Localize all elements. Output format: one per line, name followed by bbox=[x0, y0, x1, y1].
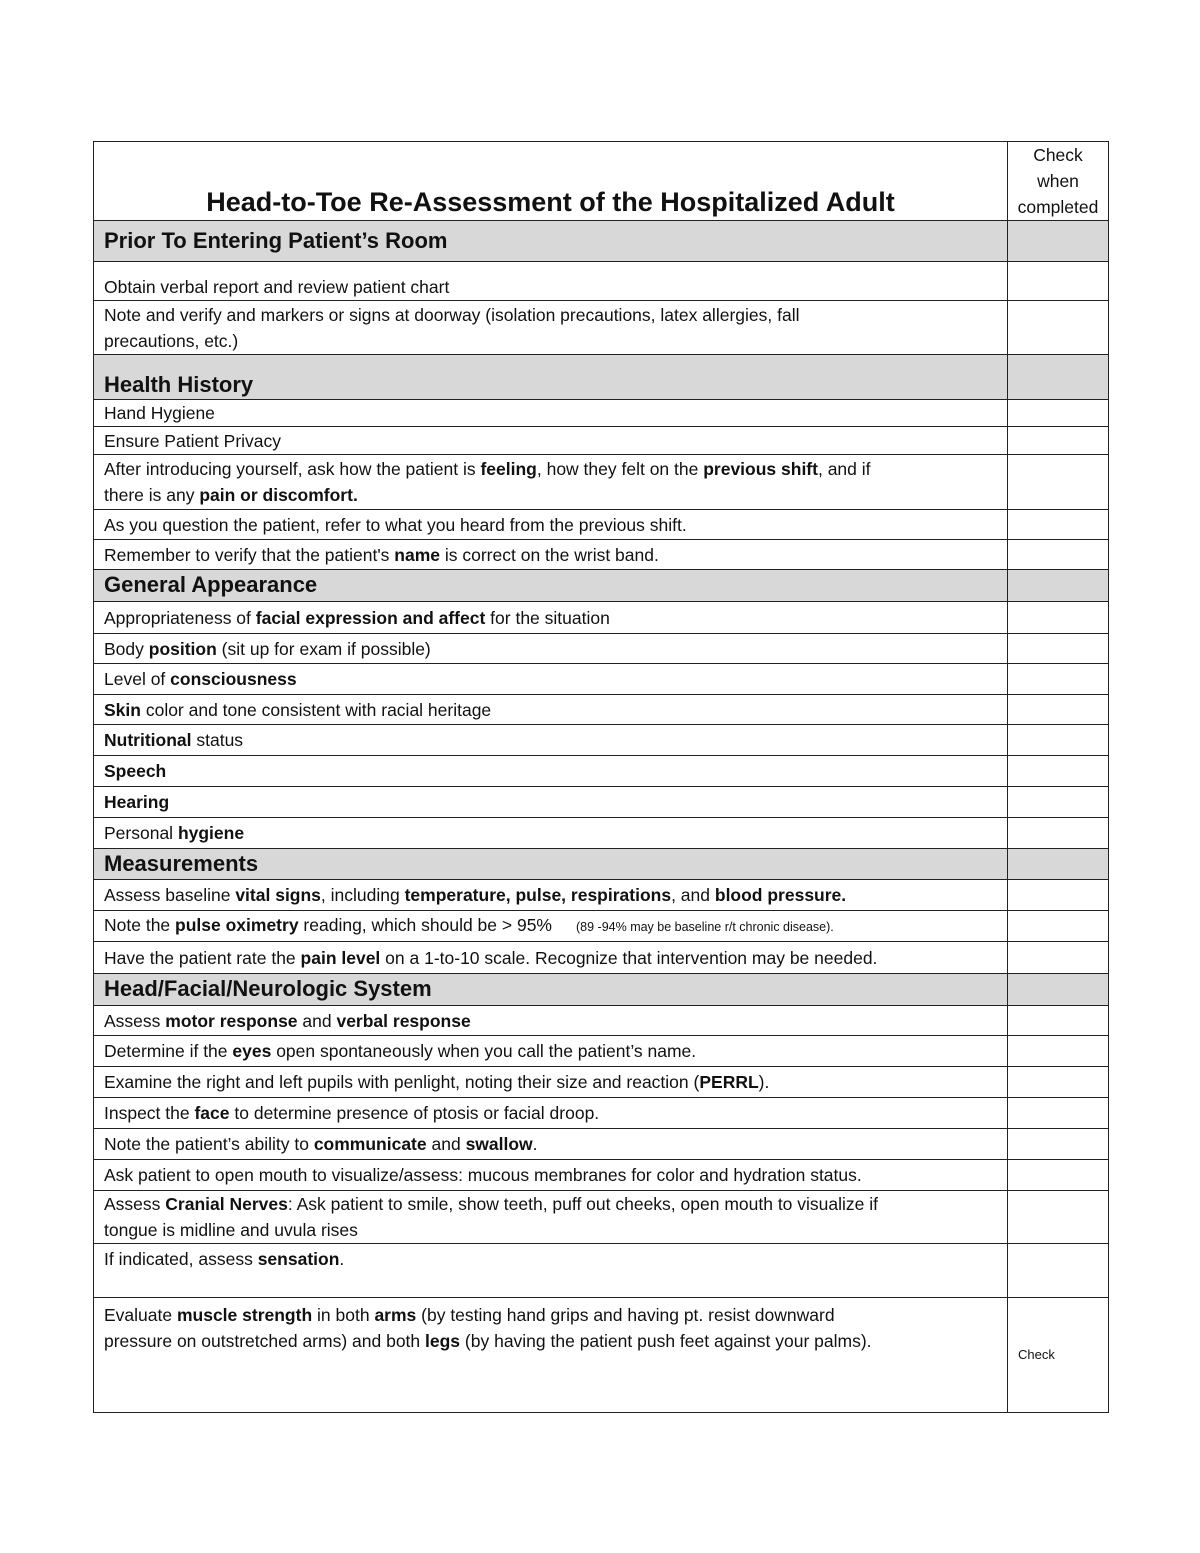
check-box[interactable] bbox=[1008, 1191, 1109, 1244]
item-text: on a 1-to-10 scale. Recognize that intervention may be needed. bbox=[380, 947, 878, 968]
check-box[interactable] bbox=[1008, 400, 1109, 427]
section-header-prior bbox=[94, 221, 1109, 262]
item-emphasis: pain level bbox=[300, 947, 381, 968]
item-text: in both bbox=[312, 1305, 375, 1325]
item-text: pressure on outstretched arms) and both bbox=[104, 1331, 426, 1351]
item-text: Note the bbox=[104, 915, 176, 935]
section-title-prior: Prior To Entering Patient’s Room bbox=[104, 227, 448, 253]
item-note: (89 -94% may be baseline r/t chronic disease). bbox=[576, 920, 834, 934]
checklist-row bbox=[94, 725, 1109, 756]
check-header-line1: Check bbox=[1033, 145, 1083, 165]
item-text: (sit up for exam if possible) bbox=[216, 638, 431, 659]
checklist-row bbox=[94, 942, 1109, 974]
section-header-measurements bbox=[94, 849, 1109, 880]
item-emphasis: arms bbox=[374, 1305, 417, 1325]
section-title-appearance: General Appearance bbox=[104, 572, 318, 597]
item-text: Appropriateness of bbox=[104, 607, 256, 628]
item-emphasis: position bbox=[148, 638, 217, 659]
checklist-row bbox=[94, 1129, 1109, 1160]
item-emphasis: communicate bbox=[313, 1134, 427, 1154]
item-emphasis: name bbox=[394, 544, 440, 565]
checklist-row bbox=[94, 400, 1109, 427]
item-text: Assess bbox=[104, 1010, 166, 1031]
checklist-row bbox=[94, 1098, 1109, 1129]
check-box[interactable] bbox=[1008, 1006, 1109, 1036]
item-emphasis: feeling bbox=[480, 459, 537, 479]
check-box[interactable] bbox=[1008, 1244, 1109, 1298]
item-emphasis: face bbox=[194, 1103, 230, 1123]
check-column-header bbox=[1008, 142, 1109, 221]
check-box[interactable] bbox=[1008, 602, 1109, 634]
checklist-row bbox=[94, 1298, 1109, 1413]
item-emphasis: . bbox=[352, 485, 358, 505]
checklist-row bbox=[94, 1160, 1109, 1191]
item-emphasis: pain or discomfort bbox=[199, 485, 353, 505]
checklist-row bbox=[94, 427, 1109, 455]
check-box[interactable] bbox=[1008, 301, 1109, 355]
section-header-history bbox=[94, 355, 1109, 400]
item-emphasis: vital signs bbox=[235, 885, 321, 905]
item-text: for the situation bbox=[485, 607, 610, 628]
checklist-row bbox=[94, 1191, 1109, 1244]
check-cell bbox=[1008, 570, 1109, 602]
table-header-row bbox=[94, 142, 1109, 221]
checklist-row bbox=[94, 510, 1109, 540]
item-text: Personal bbox=[104, 823, 178, 843]
check-box[interactable] bbox=[1008, 664, 1109, 695]
check-box[interactable] bbox=[1008, 1098, 1109, 1129]
check-cell bbox=[1008, 355, 1109, 400]
item-emphasis: pulse oximetry bbox=[175, 915, 299, 935]
item-emphasis: eyes bbox=[232, 1041, 272, 1061]
item-emphasis: Cranial Nerves bbox=[165, 1194, 288, 1214]
item-text: Ensure Patient Privacy bbox=[104, 430, 282, 451]
item-text: Evaluate bbox=[104, 1305, 177, 1325]
item-text: Remember to verify that the patient's bbox=[104, 544, 395, 565]
item-emphasis: legs bbox=[425, 1331, 461, 1351]
item-text: Determine if the bbox=[104, 1041, 233, 1061]
check-box[interactable] bbox=[1008, 427, 1109, 455]
checklist-row bbox=[94, 301, 1109, 355]
item-text: Inspect the bbox=[104, 1103, 195, 1123]
item-text: reading, which should be > 95% bbox=[298, 915, 552, 935]
checklist-row bbox=[94, 1036, 1109, 1067]
item-text: , how they felt on the bbox=[536, 459, 704, 479]
item-text: : Ask patient to smile, show teeth, puff out cheeks, open mouth to visualize if bbox=[287, 1194, 879, 1214]
item-text: precautions, etc.) bbox=[104, 330, 239, 351]
item-text: Have the patient rate the bbox=[104, 947, 301, 968]
checklist-row bbox=[94, 664, 1109, 695]
item-text: open spontaneously when you call the patient’s name. bbox=[271, 1041, 697, 1061]
check-cell bbox=[1008, 221, 1109, 262]
section-title-neuro: Head/Facial/Neurologic System bbox=[104, 976, 432, 1001]
checklist-row bbox=[94, 1244, 1109, 1298]
check-box[interactable] bbox=[1008, 787, 1109, 818]
item-text: and bbox=[426, 1134, 466, 1154]
item-text: Ask patient to open mouth to visualize/assess: mucous membranes for color and hydration status. bbox=[104, 1165, 862, 1185]
check-box[interactable] bbox=[1008, 455, 1109, 510]
item-text: , and if bbox=[817, 459, 871, 479]
item-text: Obtain verbal report and review patient chart bbox=[104, 277, 450, 297]
check-header-line2: when bbox=[1037, 171, 1079, 191]
item-emphasis: Skin bbox=[104, 699, 141, 720]
item-text: Examine the right and left pupils with penlight, noting their size and reaction ( bbox=[104, 1072, 700, 1092]
item-emphasis: hygiene bbox=[177, 823, 245, 843]
item-text: and bbox=[297, 1010, 337, 1031]
check-box[interactable] bbox=[1008, 1036, 1109, 1067]
checklist-row bbox=[94, 602, 1109, 634]
item-text: After introducing yourself, ask how the patient is bbox=[104, 459, 481, 479]
section-header-appearance bbox=[94, 570, 1109, 602]
checklist-row bbox=[94, 695, 1109, 725]
item-text: status bbox=[191, 730, 244, 750]
item-emphasis: Hearing bbox=[104, 792, 170, 812]
item-text: color and tone consistent with racial heritage bbox=[140, 699, 492, 720]
item-emphasis: Speech bbox=[104, 761, 167, 781]
item-text: Body bbox=[104, 638, 149, 659]
item-text: ). bbox=[758, 1072, 770, 1092]
checklist-row bbox=[94, 540, 1109, 570]
item-emphasis: muscle strength bbox=[176, 1305, 313, 1325]
item-emphasis: Nutritional bbox=[104, 730, 192, 750]
checklist-row bbox=[94, 455, 1109, 510]
check-box[interactable] bbox=[1008, 911, 1109, 942]
item-emphasis: facial expression and affect bbox=[255, 607, 486, 628]
check-box[interactable] bbox=[1008, 1067, 1109, 1098]
item-text: Assess baseline bbox=[104, 885, 236, 905]
section-header-neuro bbox=[94, 974, 1109, 1006]
check-box[interactable] bbox=[1008, 262, 1109, 301]
title-cell bbox=[94, 142, 1008, 221]
check-box[interactable] bbox=[1008, 695, 1109, 725]
item-text: is correct on the wrist band. bbox=[440, 544, 659, 565]
check-box[interactable] bbox=[1008, 1129, 1109, 1160]
item-emphasis: sensation bbox=[257, 1249, 340, 1269]
item-text: . bbox=[532, 1134, 538, 1154]
check-cell bbox=[1008, 974, 1109, 1006]
checklist-row bbox=[94, 1067, 1109, 1098]
check-box[interactable] bbox=[1008, 818, 1109, 849]
checklist-row bbox=[94, 634, 1109, 664]
item-emphasis: motor response bbox=[165, 1010, 298, 1031]
item-text: Assess bbox=[104, 1194, 166, 1214]
checklist-row bbox=[94, 880, 1109, 911]
item-emphasis: consciousness bbox=[170, 669, 297, 689]
checklist-row bbox=[94, 911, 1109, 942]
checklist-row bbox=[94, 818, 1109, 849]
check-box[interactable] bbox=[1008, 725, 1109, 756]
check-header-line3: completed bbox=[1017, 197, 1099, 217]
item-text: If indicated, assess bbox=[104, 1249, 258, 1269]
section-title-history: Health History bbox=[104, 372, 254, 397]
check-box[interactable] bbox=[1008, 510, 1109, 540]
item-text: there is any bbox=[104, 485, 200, 505]
page-title: Head-to-Toe Re-Assessment of the Hospitalized Adult bbox=[206, 187, 895, 217]
item-text: (by having the patient push feet against your palms). bbox=[460, 1331, 872, 1351]
item-text: to determine presence of ptosis or facial droop. bbox=[229, 1103, 600, 1123]
item-text: Level of bbox=[104, 669, 171, 689]
assessment-checklist-table bbox=[93, 141, 1109, 1413]
item-emphasis: verbal response bbox=[336, 1010, 471, 1031]
check-box[interactable] bbox=[1008, 756, 1109, 787]
check-box[interactable] bbox=[1008, 880, 1109, 911]
check-cell bbox=[1008, 849, 1109, 880]
check-footer-label: Check bbox=[1018, 1346, 1055, 1362]
item-text: As you question the patient, refer to what you heard from the previous shift. bbox=[104, 514, 687, 535]
check-box[interactable] bbox=[1008, 1298, 1109, 1413]
checklist-row bbox=[94, 756, 1109, 787]
item-text: , including bbox=[320, 885, 405, 905]
checklist-row bbox=[94, 262, 1109, 301]
checklist-row bbox=[94, 1006, 1109, 1036]
item-text: (by testing hand grips and having pt. resist downward bbox=[416, 1305, 835, 1325]
item-emphasis: PERRL bbox=[699, 1072, 759, 1092]
item-text: . bbox=[339, 1249, 345, 1269]
item-text: Note and verify and markers or signs at doorway (isolation precautions, latex allergies, fall bbox=[104, 304, 800, 325]
item-text: Hand Hygiene bbox=[104, 403, 215, 423]
section-title-measurements: Measurements bbox=[104, 850, 259, 876]
item-text: Note the patient’s ability to bbox=[104, 1134, 314, 1154]
check-box[interactable] bbox=[1008, 634, 1109, 664]
item-text: tongue is midline and uvula rises bbox=[104, 1220, 358, 1240]
item-emphasis: swallow bbox=[465, 1134, 533, 1154]
item-text: , and bbox=[671, 885, 715, 905]
item-emphasis: previous shift bbox=[703, 459, 818, 479]
check-box[interactable] bbox=[1008, 540, 1109, 570]
checklist-row bbox=[94, 787, 1109, 818]
item-emphasis: blood pressure. bbox=[714, 885, 847, 905]
item-emphasis: temperature, pulse, respirations bbox=[404, 885, 672, 905]
check-box[interactable] bbox=[1008, 942, 1109, 974]
check-box[interactable] bbox=[1008, 1160, 1109, 1191]
